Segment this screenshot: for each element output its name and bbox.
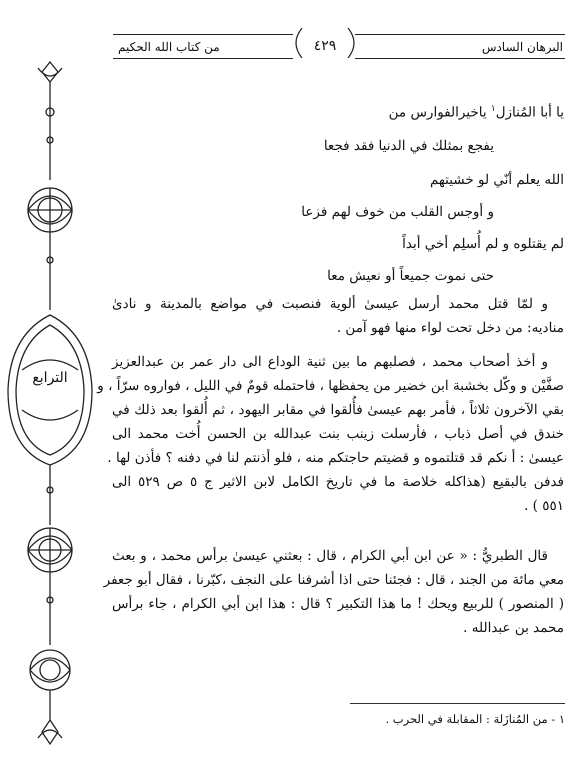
header-right-bracket (344, 28, 360, 58)
chapter-title: البرهان السادس (481, 40, 563, 54)
paragraph-line: و لمّا قتل محمد أرسل عيسىٰ ألوية فنصبت في مواضع بالمدينة و نادىٰ (112, 296, 548, 312)
ornament-calligraphy: الترابع (32, 370, 68, 386)
header-rule-right-bottom (355, 58, 565, 59)
book-title: من كتاب الله الحكيم (118, 40, 220, 54)
paragraph-line: ٥٥١ ) . (524, 498, 564, 514)
poem-line-5: لم يقتلوه و لم أُسلِم أخي أبداً (402, 236, 564, 252)
paragraph-line: صفَّيْن و وكّل بخشبة ابن خضير من يحفظها ، فاحتمله قومٌ في الليل ، فواروه سرّاً ، و (97, 378, 564, 394)
paragraph-line: مناديه: من دخل تحت لواء منها فهو آمن . (336, 320, 564, 336)
paragraph-line: محمد بن عبدالله . (463, 620, 564, 636)
header-rule-left (113, 34, 293, 35)
decorative-border-ornament (0, 60, 100, 750)
header-rule-left-bottom (113, 58, 293, 59)
footnote-marker: ١ (490, 104, 496, 114)
paragraph-line: و أخذ أصحاب محمد ، فصلبهم ما بين ثنية الوداع الى دار عمر بن عبدالعزيز (112, 354, 548, 370)
paragraph-line: خندق في أصل ذباب ، فأرسلت زينب بنت عبدالله بن الحسن أُخت محمد الى (112, 426, 564, 442)
header-left-bracket (290, 28, 306, 58)
paragraph-line: معي مائة من الجند ، قال : فجئنا حتى اذا أشرفنا على النجف ،كبّرنا ، فقال أبو جعفر (103, 572, 564, 588)
footnote: ١ - من المُنازَلة : المقابلة في الحرب . (385, 712, 565, 726)
footnote-rule (350, 703, 565, 704)
paragraph-line: قال الطبريُّ : « عن ابن أبي الكرام ، قال : بعثني عيسىٰ برأس محمد ، و بعث (112, 548, 548, 564)
page-number: ٤٢٩ (313, 38, 337, 54)
poem-line-1: يا أبا المُنازل$^١$ ياخيرالفوارس من (388, 104, 564, 121)
paragraph-line: بقي الآخرون ثلاثاً ، فأمر بهم عيسىٰ فأُلقوا في مقابر اليهود ، ثم أُلقوا بعد ذلك في (112, 402, 564, 418)
paragraph-line: فدفن بالبقيع (هذاكله خلاصة ما في تاريخ الكامل لابن الاثير ج ٥ ص ٥٢٩ الى (112, 474, 564, 490)
poem-line-2: يفجع بمثلك في الدنيا فقد فجعا (323, 138, 494, 154)
poem-line-4: و أوجس القلب من خوف لهم فزعا (301, 204, 494, 220)
paragraph-line: ( المنصور ) للربيع ويحك ! ما هذا التكبير ؟ قال : هذا ابن أبي الكرام ، جاء برأس (112, 596, 564, 612)
paragraph-line: عيسىٰ : أ نكم قد قتلتموه و قضيتم حاجتكم منه ، فلو أذنتم لنا في دفنه ؟ فأذن لها . (107, 450, 564, 466)
poem-line-3: الله يعلم أنّي لو خشيتهم (429, 172, 564, 188)
header-rule-right (355, 34, 565, 35)
poem-line-6: حتى نموت جميعاً أو نعيش معا (327, 268, 494, 284)
